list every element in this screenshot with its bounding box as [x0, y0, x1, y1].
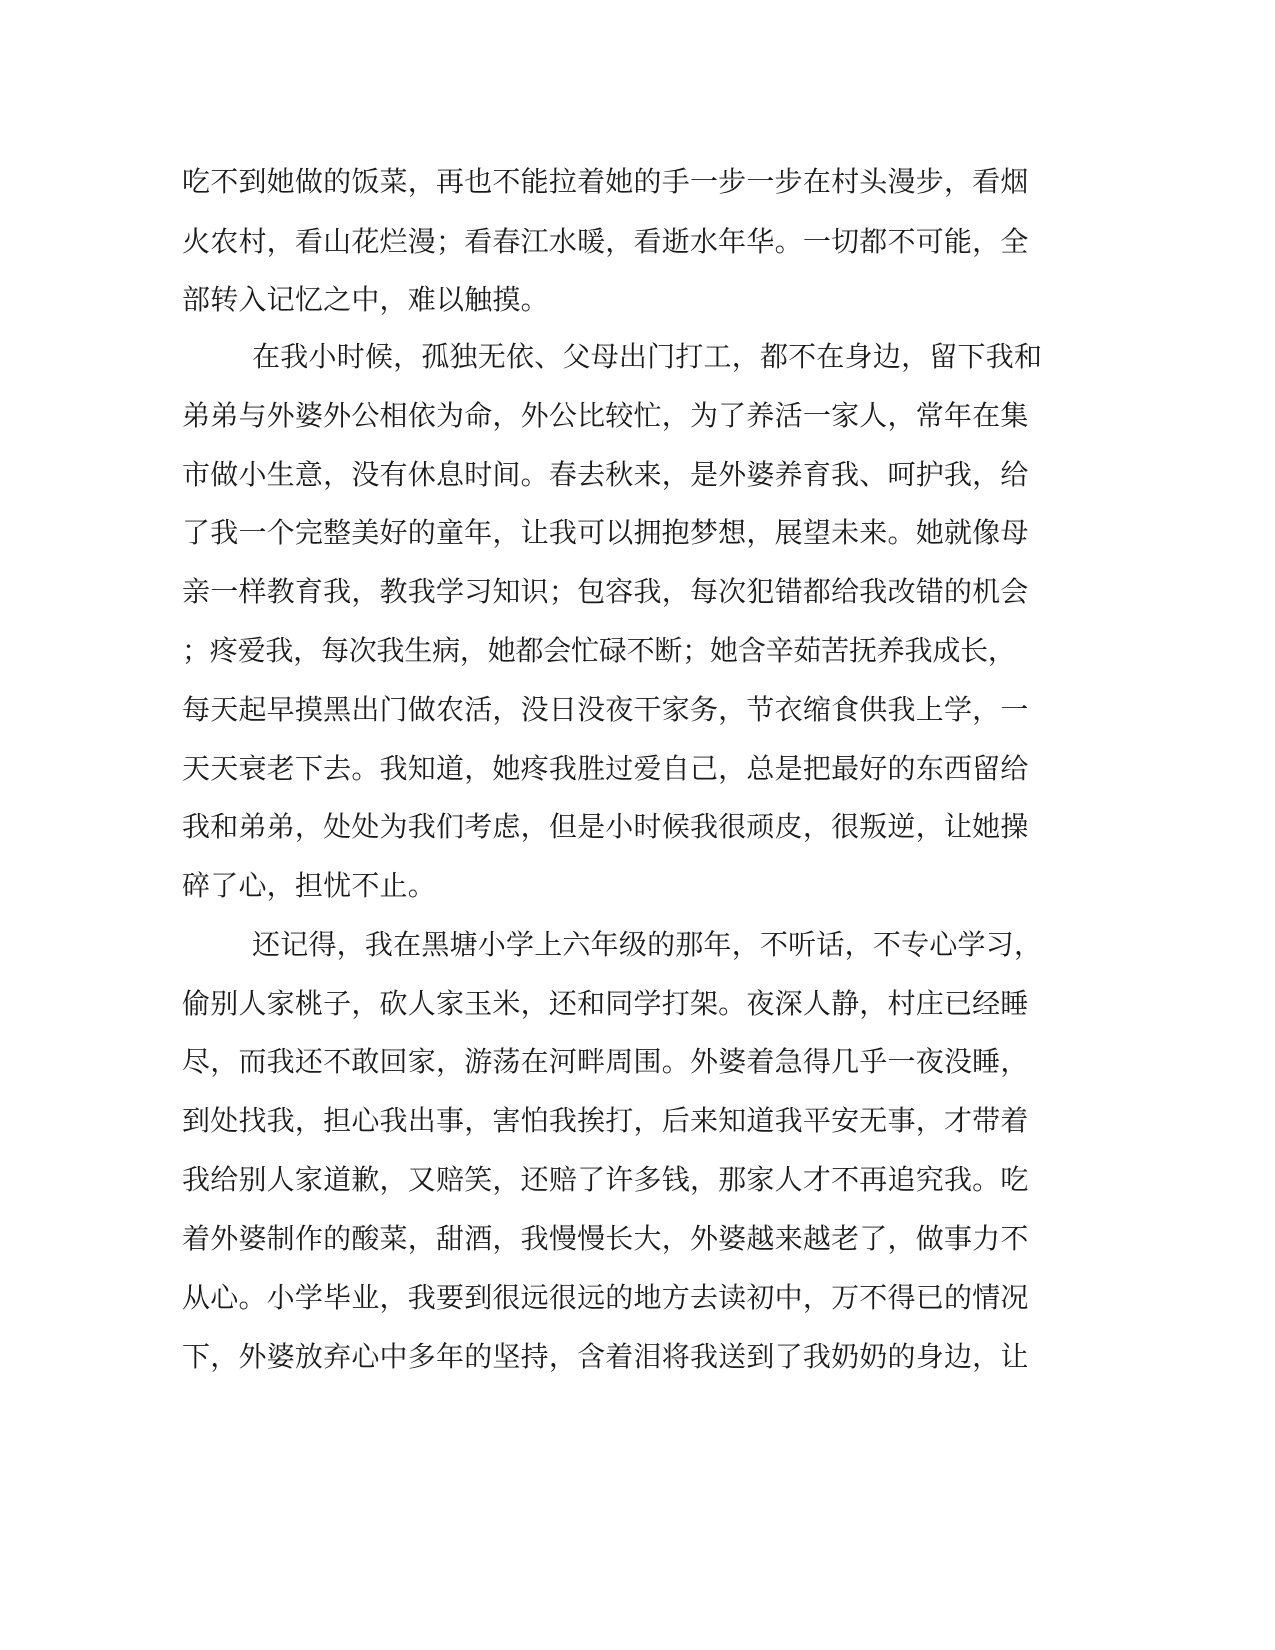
text-line	[0, 797, 1275, 857]
line-text: 部转入记忆之中，难以触摸。	[182, 283, 549, 316]
line-text: 天天衰老下去。我知道，她疼我胜过爱自己，总是把最好的东西留给	[182, 752, 1029, 785]
text-line	[0, 562, 1275, 622]
text-line	[0, 856, 1275, 916]
text-line	[0, 270, 1275, 330]
line-text: 在我小时候，孤独无依、父母出门打工，都不在身边，留下我和	[252, 340, 1043, 373]
text-line	[0, 327, 1275, 387]
line-text: 碎了心，担忧不止。	[182, 869, 436, 902]
text-line	[0, 1150, 1275, 1210]
text-line	[0, 1268, 1275, 1328]
text-line	[0, 974, 1275, 1034]
line-text: 尽，而我还不敢回家，游荡在河畔周围。外婆着急得几乎一夜没睡，	[182, 1045, 1029, 1078]
line-text: 弟弟与外婆外公相依为命，外公比较忙，为了养活一家人，常年在集	[182, 399, 1029, 432]
text-line	[0, 386, 1275, 446]
text-line	[0, 152, 1275, 212]
line-text: 火农村，看山花烂漫；看春江水暖，看逝水年华。一切都不可能，全	[182, 225, 1029, 258]
line-text: 我给别人家道歉，又赔笑，还赔了许多钱，那家人才不再追究我。吃	[182, 1163, 1029, 1196]
text-line	[0, 739, 1275, 799]
line-text: 每天起早摸黑出门做农活，没日没夜干家务，节衣缩食供我上学，一	[182, 693, 1029, 726]
line-text: 吃不到她做的饭菜，再也不能拉着她的手一步一步在村头漫步，看烟	[182, 165, 1029, 198]
line-text: 着外婆制作的酸菜，甜酒，我慢慢长大，外婆越来越老了，做事力不	[182, 1222, 1029, 1255]
line-text: 亲一样教育我，教我学习知识；包容我，每次犯错都给我改错的机会	[182, 575, 1029, 608]
text-line	[0, 503, 1275, 563]
line-text: 到处找我，担心我出事，害怕我挨打，后来知道我平安无事，才带着	[182, 1104, 1029, 1137]
text-line	[0, 915, 1275, 975]
line-text: 下，外婆放弃心中多年的坚持，含着泪将我送到了我奶奶的身边，让	[182, 1340, 1029, 1373]
line-text: 市做小生意，没有休息时间。春去秋来，是外婆养育我、呵护我，给	[182, 458, 1029, 491]
line-text: 偷别人家桃子，砍人家玉米，还和同学打架。夜深人静，村庄已经睡	[182, 987, 1029, 1020]
line-text: 了我一个完整美好的童年，让我可以拥抱梦想，展望未来。她就像母	[182, 516, 1029, 549]
line-text: 还记得，我在黑塘小学上六年级的那年，不听话，不专心学习，	[252, 928, 1043, 961]
line-text: 我和弟弟，处处为我们考虑，但是小时候我很顽皮，很叛逆，让她操	[182, 810, 1029, 843]
text-line	[0, 680, 1275, 740]
text-line	[0, 1091, 1275, 1151]
text-line	[0, 1032, 1275, 1092]
text-line	[0, 1327, 1275, 1387]
text-line	[0, 621, 1275, 681]
text-line	[0, 212, 1275, 272]
text-line	[0, 1209, 1275, 1269]
line-text: ；疼爱我，每次我生病，她都会忙碌不断；她含辛茹苦抚养我成长，	[182, 634, 1016, 667]
line-text: 从心。小学毕业，我要到很远很远的地方去读初中，万不得已的情况	[182, 1281, 1029, 1314]
text-line	[0, 445, 1275, 505]
